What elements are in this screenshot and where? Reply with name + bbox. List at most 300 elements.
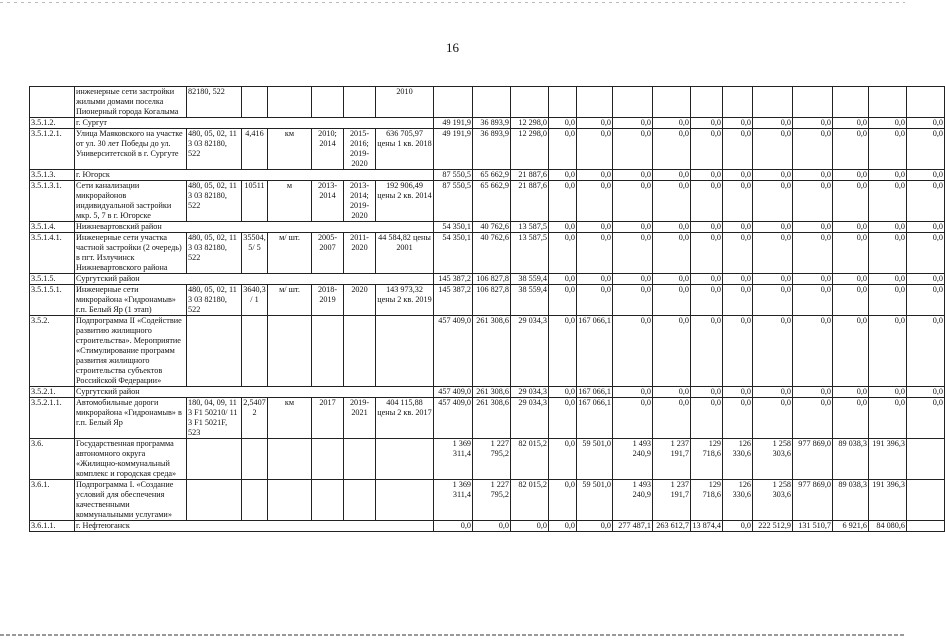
estimated-cost-cell: 143 973,32 цены 2 кв. 2019 bbox=[376, 285, 434, 316]
amount-cell: 0,0 bbox=[613, 398, 653, 439]
amount-cell: 0,0 bbox=[549, 439, 577, 480]
amount-cell: 12 298,0 bbox=[511, 129, 549, 170]
amount-cell: 0,0 bbox=[577, 222, 613, 233]
unit-cell: км bbox=[268, 398, 312, 439]
section-title-cell: г. Югорск bbox=[75, 170, 434, 181]
amount-cell: 0,0 bbox=[753, 181, 793, 222]
amount-cell: 0,0 bbox=[577, 285, 613, 316]
amount-cell: 38 559,4 bbox=[511, 285, 549, 316]
construction-period-cell: 2005-2007 bbox=[312, 233, 344, 274]
amount-cell: 0,0 bbox=[833, 118, 869, 129]
amount-cell: 59 501,0 bbox=[577, 439, 613, 480]
amount-cell: 167 066,1 bbox=[577, 316, 613, 387]
row-number-cell bbox=[30, 87, 75, 118]
amount-cell: 0,0 bbox=[753, 118, 793, 129]
row-number-cell: 3.6. bbox=[30, 439, 75, 480]
amount-cell: 0,0 bbox=[577, 118, 613, 129]
section-title-cell: Сургутский район bbox=[75, 274, 434, 285]
row-number-cell: 3.5.1.2.1. bbox=[30, 129, 75, 170]
amount-cell: 0,0 bbox=[869, 387, 907, 398]
amount-cell: 0,0 bbox=[833, 129, 869, 170]
document-table-frame bbox=[29, 86, 945, 532]
amount-cell: 0,0 bbox=[753, 316, 793, 387]
amount-cell bbox=[833, 87, 869, 118]
amount-cell: 21 887,6 bbox=[511, 181, 549, 222]
amount-cell: 0,0 bbox=[549, 181, 577, 222]
amount-cell: 0,0 bbox=[907, 285, 945, 316]
capacity-cell bbox=[242, 439, 268, 480]
construction-period-cell: 2013-2014 bbox=[312, 181, 344, 222]
table-row bbox=[30, 480, 945, 521]
amount-cell: 0,0 bbox=[653, 170, 691, 181]
amount-cell: 145 387,2 bbox=[434, 274, 473, 285]
amount-cell: 167 066,1 bbox=[578, 387, 611, 396]
row-number-cell: 3.6.1. bbox=[30, 480, 75, 521]
capacity-cell: 35504,5/ 5 bbox=[242, 233, 268, 274]
amount-cell: 0,0 bbox=[869, 170, 907, 181]
amount-cell: 89 038,3 bbox=[833, 480, 869, 521]
amount-cell: 0,0 bbox=[833, 387, 869, 398]
amount-cell: 0,0 bbox=[691, 181, 723, 222]
amount-cell: 0,0 bbox=[653, 118, 691, 129]
amount-cell: 65 662,9 bbox=[473, 170, 511, 181]
amount-cell: 0,0 bbox=[907, 233, 945, 274]
amount-cell bbox=[653, 87, 691, 118]
estimated-cost-cell: 404 115,88 цены 2 кв. 2017 bbox=[376, 398, 434, 439]
amount-cell: 191 396,3 bbox=[869, 480, 907, 521]
amount-cell: 1 493 240,9 bbox=[613, 439, 653, 480]
amount-cell: 65 662,9 bbox=[473, 181, 511, 222]
amount-cell: 457 409,0 bbox=[434, 387, 473, 398]
amount-cell: 0,0 bbox=[753, 222, 793, 233]
amount-cell: 0,0 bbox=[577, 129, 613, 170]
amount-cell: 0,0 bbox=[653, 387, 691, 398]
budget-code-cell: 82180, 522 bbox=[187, 87, 242, 118]
row-number-cell: 3.5.1.3.1. bbox=[30, 181, 75, 222]
table-row bbox=[30, 181, 945, 222]
row-number-cell: 3.5.1.3. bbox=[30, 170, 75, 181]
amount-cell: 38 559,4 bbox=[511, 274, 549, 285]
amount-cell: 0,0 bbox=[691, 398, 723, 439]
design-period-cell bbox=[344, 87, 376, 118]
estimated-cost-cell: 192 906,49 цены 2 кв. 2014 bbox=[376, 181, 434, 222]
amount-cell bbox=[577, 87, 613, 118]
construction-period-cell: 2010; 2014 bbox=[312, 129, 344, 170]
amount-cell: 0,0 bbox=[833, 233, 869, 274]
amount-cell: 0,0 bbox=[723, 222, 753, 233]
amount-cell: 0,0 bbox=[723, 233, 753, 274]
amount-cell: 0,0 bbox=[833, 316, 869, 387]
design-period-cell bbox=[344, 480, 376, 521]
amount-cell: 0,0 bbox=[473, 521, 511, 532]
amount-cell: 0,0 bbox=[753, 233, 793, 274]
amount-cell: 0,0 bbox=[793, 233, 833, 274]
amount-cell: 0,0 bbox=[833, 181, 869, 222]
budget-code-cell: 180, 04, 09, 11 3 F1 50210/ 11 3 F1 5021F, 523 bbox=[187, 398, 242, 439]
amount-cell: 0,0 bbox=[723, 118, 753, 129]
amount-cell: 29 034,3 bbox=[511, 398, 549, 439]
amount-cell bbox=[549, 87, 577, 118]
amount-cell: 0,0 bbox=[907, 118, 945, 129]
construction-period-cell bbox=[312, 480, 344, 521]
amount-cell: 0,0 bbox=[613, 387, 653, 398]
amount-cell: 0,0 bbox=[907, 129, 945, 170]
budget-code-cell: 480, 05, 02, 11 3 03 82180, 522 bbox=[187, 233, 242, 274]
amount-cell: 0,0 bbox=[869, 398, 907, 439]
amount-cell: 0,0 bbox=[613, 222, 653, 233]
amount-cell: 0,0 bbox=[549, 222, 577, 233]
amount-cell: 0,0 bbox=[549, 170, 577, 181]
amount-cell: 0,0 bbox=[549, 398, 577, 439]
amount-cell: 126 330,6 bbox=[723, 439, 753, 480]
amount-cell: 0,0 bbox=[577, 233, 613, 274]
budget-code-cell bbox=[187, 316, 242, 387]
design-period-cell: 2013-2014; 2019-2020 bbox=[344, 181, 376, 222]
design-period-cell: 2011-2020 bbox=[344, 233, 376, 274]
amount-cell: 0,0 bbox=[613, 170, 653, 181]
amount-cell bbox=[907, 521, 945, 532]
amount-cell: 84 080,6 bbox=[869, 521, 907, 532]
section-title-cell: Нижневартовский район bbox=[75, 222, 434, 233]
amount-cell: 0,0 bbox=[549, 480, 577, 521]
amount-cell bbox=[869, 87, 907, 118]
amount-cell bbox=[511, 87, 549, 118]
amount-cell: 0,0 bbox=[723, 274, 753, 285]
amount-cell: 0,0 bbox=[691, 316, 723, 387]
amount-cell: 0,0 bbox=[869, 285, 907, 316]
amount-cell: 0,0 bbox=[577, 181, 613, 222]
object-name-cell: Автомобильные дороги микрорайона «Гидронамыв» в г.п. Белый Яр bbox=[75, 398, 187, 439]
amount-cell: 0,0 bbox=[577, 521, 613, 532]
amount-cell: 0,0 bbox=[723, 129, 753, 170]
unit-cell: км bbox=[268, 129, 312, 170]
amount-cell: 0,0 bbox=[793, 118, 833, 129]
amount-cell: 0,0 bbox=[613, 274, 653, 285]
amount-cell: 0,0 bbox=[907, 398, 945, 439]
amount-cell: 0,0 bbox=[753, 398, 793, 439]
amount-cell: 0,0 bbox=[613, 118, 653, 129]
budget-code-cell: 480, 05, 02, 11 3 03 82180, 522 bbox=[187, 181, 242, 222]
object-name-cell: Инженерные сети участка частной застройки (2 очередь) в пгт. Излучинск Нижневартовского района bbox=[75, 233, 187, 274]
design-period-cell bbox=[344, 439, 376, 480]
amount-cell: 87 550,5 bbox=[434, 170, 473, 181]
table-row bbox=[30, 87, 945, 118]
design-period-cell: 2015-2016; 2019-2020 bbox=[344, 129, 376, 170]
construction-period-cell bbox=[312, 316, 344, 387]
amount-cell: 977 869,0 bbox=[793, 439, 833, 480]
amount-cell: 1 493 240,9 bbox=[613, 480, 653, 521]
amount-cell: 36 893,9 bbox=[473, 118, 511, 129]
investment-table bbox=[29, 86, 945, 532]
amount-cell: 0,0 bbox=[549, 316, 577, 387]
estimated-cost-cell bbox=[376, 480, 434, 521]
amount-cell: 0,0 bbox=[753, 274, 793, 285]
amount-cell: 0,0 bbox=[549, 274, 577, 285]
amount-cell: 131 510,7 bbox=[793, 521, 833, 532]
amount-cell: 0,0 bbox=[691, 129, 723, 170]
table-row bbox=[30, 439, 945, 480]
amount-cell: 0,0 bbox=[691, 222, 723, 233]
amount-cell bbox=[907, 480, 945, 521]
unit-cell bbox=[268, 87, 312, 118]
amount-cell: 0,0 bbox=[549, 521, 577, 532]
amount-cell: 0,0 bbox=[613, 233, 653, 274]
amount-cell: 0,0 bbox=[793, 285, 833, 316]
capacity-cell bbox=[242, 480, 268, 521]
amount-cell: 59 501,0 bbox=[577, 480, 613, 521]
amount-cell: 0,0 bbox=[549, 387, 577, 398]
amount-cell: 0,0 bbox=[869, 181, 907, 222]
row-number-cell: 3.5.1.4.1. bbox=[30, 233, 75, 274]
budget-code-cell: 480, 05, 02, 11 3 03 82180, 522 bbox=[187, 285, 242, 316]
amount-cell: 0,0 bbox=[833, 398, 869, 439]
amount-cell: 0,0 bbox=[723, 181, 753, 222]
table-row bbox=[30, 316, 945, 387]
amount-cell: 0,0 bbox=[753, 170, 793, 181]
amount-cell: 6 921,6 bbox=[833, 521, 869, 532]
amount-cell: 54 350,1 bbox=[434, 233, 473, 274]
amount-cell: 54 350,1 bbox=[434, 222, 473, 233]
amount-cell: 457 409,0 bbox=[434, 398, 473, 439]
amount-cell: 0,0 bbox=[653, 222, 691, 233]
amount-cell bbox=[473, 87, 511, 118]
amount-cell: 29 034,3 bbox=[511, 387, 549, 398]
construction-period-cell: 2017 bbox=[312, 398, 344, 439]
table-section-row bbox=[30, 170, 945, 181]
amount-cell: 129 718,6 bbox=[691, 480, 723, 521]
amount-cell: 261 308,6 bbox=[473, 387, 511, 398]
amount-cell: 0,0 bbox=[793, 222, 833, 233]
table-section-row bbox=[30, 118, 945, 129]
design-period-cell: 2019-2021 bbox=[344, 398, 376, 439]
amount-cell: 82 015,2 bbox=[511, 439, 549, 480]
amount-cell: 167 066,1 bbox=[577, 398, 613, 439]
amount-cell: 0,0 bbox=[753, 285, 793, 316]
amount-cell: 0,0 bbox=[653, 274, 691, 285]
unit-cell: м/ шт. bbox=[268, 285, 312, 316]
amount-cell: 0,0 bbox=[833, 285, 869, 316]
amount-cell: 1 227 795,2 bbox=[473, 480, 511, 521]
amount-cell: 0,0 bbox=[907, 222, 945, 233]
unit-cell: м bbox=[268, 181, 312, 222]
amount-cell: 0,0 bbox=[549, 233, 577, 274]
capacity-cell: 10511 bbox=[242, 181, 268, 222]
amount-cell: 0,0 bbox=[691, 387, 723, 398]
amount-cell: 191 396,3 bbox=[869, 439, 907, 480]
amount-cell: 261 308,6 bbox=[473, 398, 511, 439]
amount-cell: 0,0 bbox=[869, 233, 907, 274]
amount-cell: 0,0 bbox=[577, 274, 613, 285]
estimated-cost-cell: 636 705,97 цены 1 кв. 2018 bbox=[376, 129, 434, 170]
amount-cell: 13 874,4 bbox=[692, 521, 721, 530]
amount-cell: 0,0 bbox=[613, 285, 653, 316]
amount-cell: 0,0 bbox=[907, 170, 945, 181]
amount-cell: 0,0 bbox=[793, 170, 833, 181]
amount-cell: 87 550,5 bbox=[434, 181, 473, 222]
amount-cell: 0,0 bbox=[753, 387, 793, 398]
unit-cell bbox=[268, 316, 312, 387]
amount-cell: 0,0 bbox=[577, 170, 613, 181]
amount-cell: 1 237 191,7 bbox=[653, 480, 691, 521]
amount-cell: 13 587,5 bbox=[511, 222, 549, 233]
object-name-cell: инженерные сети застройки жилыми домами поселка Пионерный города Когалыма bbox=[75, 87, 187, 118]
amount-cell: 0,0 bbox=[907, 316, 945, 387]
amount-cell: 89 038,3 bbox=[833, 439, 869, 480]
row-number-cell: 3.5.1.4. bbox=[30, 222, 75, 233]
row-number-cell: 3.6.1.1. bbox=[30, 521, 75, 532]
amount-cell: 0,0 bbox=[549, 285, 577, 316]
capacity-cell: 2,54072 bbox=[242, 398, 268, 439]
amount-cell bbox=[691, 87, 723, 118]
unit-cell bbox=[268, 439, 312, 480]
amount-cell: 0,0 bbox=[869, 118, 907, 129]
amount-cell: 0,0 bbox=[907, 181, 945, 222]
design-period-cell: 2020 bbox=[344, 285, 376, 316]
amount-cell: 0,0 bbox=[793, 387, 833, 398]
amount-cell bbox=[907, 439, 945, 480]
amount-cell: 0,0 bbox=[869, 129, 907, 170]
row-number-cell: 3.5.2.1.1. bbox=[30, 398, 75, 439]
table-row bbox=[30, 398, 945, 439]
amount-cell: 0,0 bbox=[869, 222, 907, 233]
row-number-cell: 3.5.1.5. bbox=[30, 274, 75, 285]
amount-cell: 977 869,0 bbox=[793, 480, 833, 521]
amount-cell: 0,0 bbox=[907, 274, 945, 285]
object-name-cell: Подпрограмма I. «Создание условий для обеспечения качественными коммунальными услугами» bbox=[75, 480, 187, 521]
amount-cell: 126 330,6 bbox=[723, 480, 753, 521]
amount-cell: 0,0 bbox=[723, 170, 753, 181]
estimated-cost-cell bbox=[376, 439, 434, 480]
construction-period-cell bbox=[312, 439, 344, 480]
amount-cell: 263 612,7 bbox=[653, 521, 691, 532]
amount-cell: 13 587,5 bbox=[511, 233, 549, 274]
section-title-cell: г. Нефтеюганск bbox=[75, 521, 434, 532]
amount-cell: 49 191,9 bbox=[434, 118, 473, 129]
table-row bbox=[30, 129, 945, 170]
amount-cell: 0,0 bbox=[691, 170, 723, 181]
estimated-cost-cell: 44 584,82 цены 2001 bbox=[376, 233, 434, 274]
amount-cell: 145 387,2 bbox=[434, 285, 473, 316]
amount-cell: 1 227 795,2 bbox=[473, 439, 511, 480]
design-period-cell bbox=[344, 316, 376, 387]
amount-cell: 457 409,0 bbox=[434, 316, 473, 387]
amount-cell: 12 298,0 bbox=[511, 118, 549, 129]
row-number-cell: 3.5.2.1. bbox=[30, 387, 75, 398]
amount-cell: 0,0 bbox=[723, 316, 753, 387]
amount-cell: 0,0 bbox=[833, 274, 869, 285]
capacity-cell bbox=[242, 316, 268, 387]
object-name-cell: Улица Маяковского на участке от ул. 30 лет Победы до ул. Университетской в г. Сургуте bbox=[75, 129, 187, 170]
amount-cell bbox=[907, 87, 945, 118]
amount-cell: 106 827,8 bbox=[473, 285, 511, 316]
amount-cell bbox=[753, 87, 793, 118]
capacity-cell bbox=[242, 87, 268, 118]
budget-code-cell bbox=[187, 480, 242, 521]
budget-code-cell bbox=[187, 439, 242, 480]
amount-cell: 0,0 bbox=[793, 181, 833, 222]
amount-cell: 0,0 bbox=[653, 316, 691, 387]
amount-cell bbox=[723, 87, 753, 118]
amount-cell: 0,0 bbox=[613, 181, 653, 222]
budget-code-cell: 480, 05, 02, 11 3 03 82180, 522 bbox=[187, 129, 242, 170]
object-name-cell: Государственная программа автономного округа «Жилищно-коммунальный комплекс и городская среда» bbox=[75, 439, 187, 480]
amount-cell: 0,0 bbox=[793, 398, 833, 439]
amount-cell: 40 762,6 bbox=[473, 222, 511, 233]
amount-cell: 0,0 bbox=[723, 398, 753, 439]
row-number-cell: 3.5.1.5.1. bbox=[30, 285, 75, 316]
capacity-cell: 4,416 bbox=[242, 129, 268, 170]
amount-cell: 0,0 bbox=[653, 398, 691, 439]
amount-cell: 0,0 bbox=[434, 521, 473, 532]
amount-cell: 0,0 bbox=[723, 521, 753, 532]
amount-cell: 129 718,6 bbox=[691, 439, 723, 480]
amount-cell: 49 191,9 bbox=[434, 129, 473, 170]
object-name-cell: Инженерные сети микрорайона «Гидронамыв» г.п. Белый Яр (1 этап) bbox=[75, 285, 187, 316]
amount-cell: 0,0 bbox=[691, 118, 723, 129]
amount-cell: 0,0 bbox=[793, 316, 833, 387]
amount-cell: 0,0 bbox=[613, 316, 653, 387]
table-section-row bbox=[30, 521, 945, 532]
amount-cell: 1 369 311,4 bbox=[434, 439, 473, 480]
amount-cell: 0,0 bbox=[833, 222, 869, 233]
scan-edge-top bbox=[0, 2, 905, 3]
amount-cell: 29 034,3 bbox=[511, 316, 549, 387]
section-title-cell: г. Сургут bbox=[75, 118, 434, 129]
amount-cell: 1 258 303,6 bbox=[753, 480, 793, 521]
page-number: 16 bbox=[446, 40, 459, 55]
object-name-cell: Сети канализации микрорайонов индивидуальной застройки мкр. 5, 7 в г. Югорске bbox=[75, 181, 187, 222]
amount-cell: 0,0 bbox=[723, 285, 753, 316]
amount-cell bbox=[434, 87, 473, 118]
amount-cell: 0,0 bbox=[869, 316, 907, 387]
amount-cell: 21 887,6 bbox=[511, 170, 549, 181]
amount-cell: 0,0 bbox=[753, 129, 793, 170]
construction-period-cell: 2018-2019 bbox=[312, 285, 344, 316]
amount-cell: 0,0 bbox=[691, 274, 723, 285]
amount-cell: 40 762,6 bbox=[473, 233, 511, 274]
amount-cell: 277 487,1 bbox=[613, 521, 653, 532]
amount-cell: 0,0 bbox=[691, 285, 723, 316]
scan-edge-bottom bbox=[0, 634, 905, 636]
unit-cell: м/ шт. bbox=[268, 233, 312, 274]
section-title-cell: Сургутский район bbox=[75, 387, 434, 398]
estimated-cost-cell bbox=[376, 316, 434, 387]
amount-cell: 36 893,9 bbox=[473, 129, 511, 170]
amount-cell: 0,0 bbox=[511, 521, 549, 532]
amount-cell: 0,0 bbox=[793, 129, 833, 170]
table-section-row bbox=[30, 274, 945, 285]
amount-cell bbox=[793, 87, 833, 118]
amount-cell: 0,0 bbox=[613, 129, 653, 170]
amount-cell: 82 015,2 bbox=[511, 480, 549, 521]
amount-cell: 261 308,6 bbox=[473, 316, 511, 387]
amount-cell: 106 827,8 bbox=[473, 274, 511, 285]
amount-cell: 0,0 bbox=[793, 274, 833, 285]
amount-cell: 1 237 191,7 bbox=[653, 439, 691, 480]
row-number-cell: 3.5.1.2. bbox=[30, 118, 75, 129]
amount-cell: 0,0 bbox=[907, 387, 945, 398]
construction-period-cell bbox=[312, 87, 344, 118]
amount-cell: 0,0 bbox=[549, 118, 577, 129]
capacity-cell: 3640,3 / 1 bbox=[242, 285, 268, 316]
row-number-cell: 3.5.2. bbox=[30, 316, 75, 387]
amount-cell: 1 258 303,6 bbox=[753, 439, 793, 480]
amount-cell: 0,0 bbox=[723, 387, 753, 398]
amount-cell bbox=[613, 87, 653, 118]
amount-cell: 0,0 bbox=[833, 170, 869, 181]
amount-cell: 222 512,9 bbox=[753, 521, 793, 532]
amount-cell: 0,0 bbox=[653, 285, 691, 316]
